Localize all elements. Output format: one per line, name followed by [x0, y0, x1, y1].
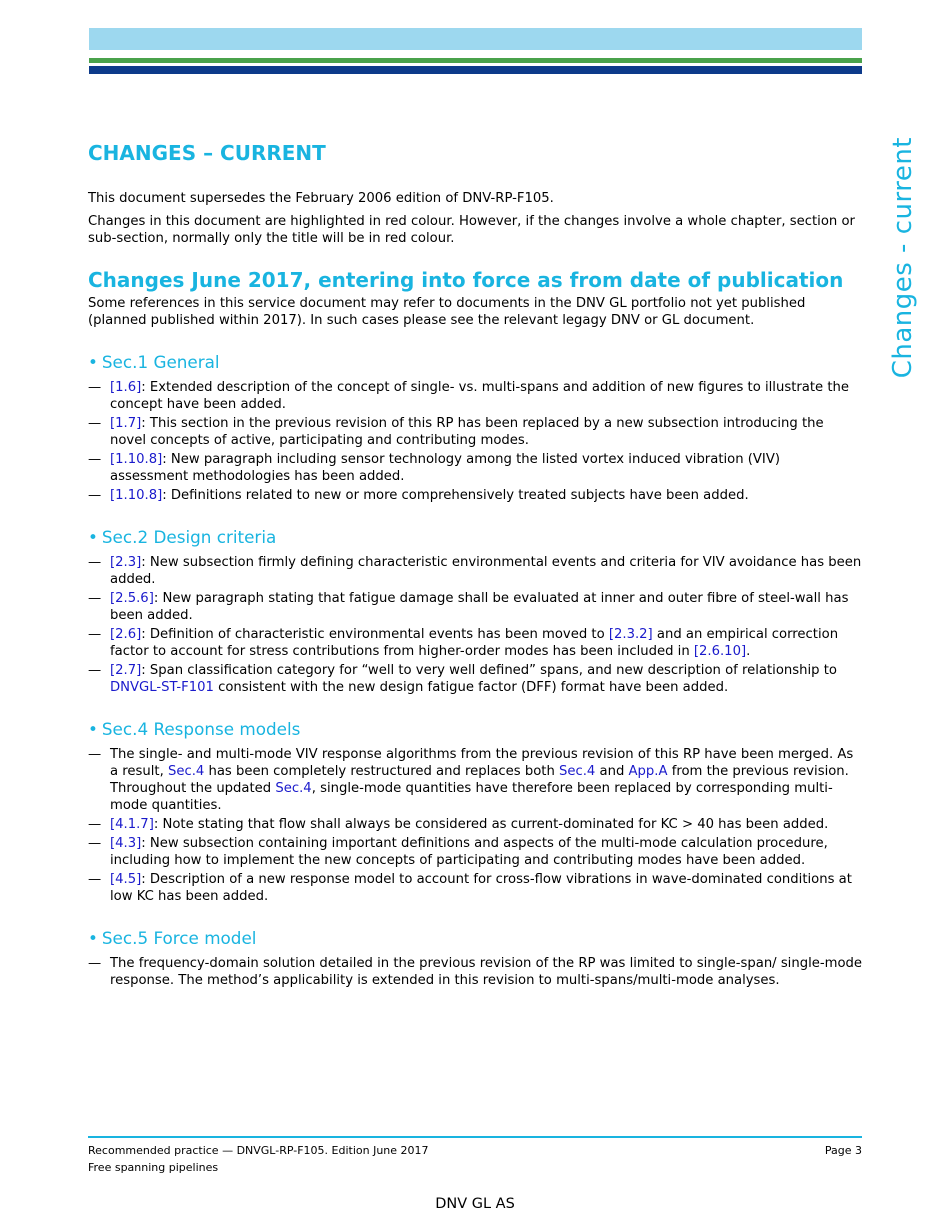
- list-item: [88, 590, 862, 624]
- change-section: [88, 527, 862, 696]
- cross-reference-link[interactable]: [1.10.8]: [110, 452, 163, 467]
- cross-reference-link[interactable]: [4.1.7]: [110, 817, 154, 832]
- section-heading-text: Sec.5 Force model: [101, 928, 257, 948]
- dash-marker: —: [88, 627, 102, 642]
- cross-reference-link[interactable]: DNVGL-ST-F101: [110, 680, 214, 695]
- dash-marker: —: [88, 872, 102, 887]
- section-heading: [88, 719, 862, 740]
- dash-marker: —: [88, 836, 102, 851]
- list-item: [88, 955, 862, 989]
- cross-reference-link[interactable]: [2.7]: [110, 663, 142, 678]
- item-text: The single- and multi-mode VIV response algorithms from the previous revision of this RP have been merged. As a result,: [110, 747, 854, 779]
- item-text: , single-mode quantities have therefore been replaced by corresponding multi-mode quantities.: [110, 781, 833, 813]
- list-item: [88, 746, 862, 814]
- change-section: [88, 928, 862, 989]
- dash-marker: —: [88, 956, 102, 971]
- footer-subtitle: Free spanning pipelines: [88, 1161, 219, 1174]
- list-item: [88, 554, 862, 588]
- cross-reference-link[interactable]: [1.10.8]: [110, 488, 163, 503]
- footer-left: [88, 1142, 429, 1176]
- item-text: : Note stating that flow shall always be considered as current-dominated for KC > 40 has been added.: [153, 817, 829, 832]
- dash-marker: —: [88, 747, 102, 762]
- header-band-green: [89, 58, 862, 63]
- dash-marker: —: [88, 555, 102, 570]
- section-heading: [88, 352, 862, 373]
- page-content: [88, 140, 862, 991]
- footer-page-number: Page 3: [824, 1144, 862, 1157]
- list-item: [88, 487, 862, 504]
- change-list: [88, 955, 862, 989]
- change-section: [88, 352, 862, 504]
- section-heading-text: Sec.4 Response models: [101, 719, 301, 739]
- intro-block: [88, 190, 862, 247]
- cross-reference-link[interactable]: [2.6]: [110, 627, 142, 642]
- changes-intro: Some references in this service document may refer to documents in the DNV GL portfolio not yet published (planned published within 2017). In such cases please see the relevant legagy DNV or GL document.: [88, 296, 806, 328]
- list-item: [88, 816, 862, 833]
- item-text: : Description of a new response model to account for cross-flow vibrations in wave-dominated conditions at low KC has been added.: [110, 872, 852, 904]
- page-title: CHANGES – CURRENT: [88, 141, 326, 165]
- intro-paragraph: Changes in this document are highlighted in red colour. However, if the changes involve a whole chapter, section or sub-section, normally only the title will be in red colour.: [88, 214, 855, 246]
- item-text: has been completely restructured and replaces both: [204, 764, 559, 779]
- list-item: [88, 415, 862, 449]
- item-text: from the previous revision. Throughout the updated: [110, 764, 849, 796]
- side-tab: [886, 137, 920, 379]
- header-band-light: [89, 28, 862, 50]
- list-item: [88, 835, 862, 869]
- dash-marker: —: [88, 663, 102, 678]
- item-text: : New paragraph stating that fatigue damage shall be evaluated at inner and outer fibre of steel-wall has been added.: [110, 591, 849, 623]
- change-sections: [88, 352, 862, 989]
- item-text: : Span classification category for “well to very well defined” spans, and new description of relationship to: [141, 663, 837, 678]
- cross-reference-link[interactable]: [2.6.10]: [693, 644, 747, 659]
- cross-reference-link[interactable]: [4.3]: [110, 836, 142, 851]
- section-heading-text: Sec.1 General: [101, 352, 220, 372]
- cross-reference-link[interactable]: [2.5.6]: [110, 591, 154, 606]
- list-item: [88, 662, 862, 696]
- header-band-navy: [89, 66, 862, 74]
- dash-marker: —: [88, 380, 102, 395]
- dash-marker: —: [88, 452, 102, 467]
- footer-document-title: Recommended practice — DNVGL-RP-F105. Edition June 2017: [88, 1144, 429, 1157]
- dash-marker: —: [88, 488, 102, 503]
- footer-rule: [88, 1136, 862, 1138]
- cross-reference-link[interactable]: App.A: [628, 764, 668, 779]
- section-heading: [88, 527, 862, 548]
- item-text: .: [746, 644, 751, 659]
- item-text: : New subsection containing important definitions and aspects of the multi-mode calculation procedure, including how to implement the new concepts of participating and contributing modes have been added.: [110, 836, 828, 868]
- item-text: The frequency-domain solution detailed in the previous revision of the RP was limited to single-span/ single-mode response. The method’s applicability is extended in this revision to multi-spans/multi-mode analyses.: [110, 956, 863, 988]
- item-text: and: [595, 764, 629, 779]
- list-item: [88, 451, 862, 485]
- item-text: : New subsection firmly defining characteristic environmental events and criteria for VIV avoidance has been added.: [110, 555, 862, 587]
- change-section: [88, 719, 862, 905]
- item-text: consistent with the new design fatigue factor (DFF) format have been added.: [213, 680, 729, 695]
- section-heading-text: Sec.2 Design criteria: [101, 527, 277, 547]
- list-item: [88, 626, 862, 660]
- item-text: : This section in the previous revision of this RP has been replaced by a new subsection introducing the novel concepts of active, participating and contributing modes.: [110, 416, 824, 448]
- side-tab-label: Changes - current: [888, 137, 918, 379]
- item-text: : New paragraph including sensor technology among the listed vortex induced vibration (VIV) assessment methodologies has been added.: [110, 452, 780, 484]
- cross-reference-link[interactable]: Sec.4: [167, 764, 205, 779]
- bullet-icon: •: [88, 928, 98, 948]
- bullet-icon: •: [88, 719, 98, 739]
- changes-heading: Changes June 2017, entering into force as from date of publication: [88, 268, 844, 292]
- change-list: [88, 746, 862, 905]
- item-text: : Definition of characteristic environmental events has been moved to: [141, 627, 609, 642]
- dash-marker: —: [88, 591, 102, 606]
- item-text: : Extended description of the concept of single- vs. multi-spans and addition of new figures to illustrate the concept have been added.: [110, 380, 849, 412]
- cross-reference-link[interactable]: [2.3.2]: [608, 627, 653, 642]
- item-text: and an empirical correction factor to account for stress contributions from higher-order modes has been included in: [110, 627, 839, 659]
- cross-reference-link[interactable]: Sec.4: [559, 764, 596, 779]
- intro-paragraph: This document supersedes the February 2006 edition of DNV-RP-F105.: [88, 191, 554, 206]
- cross-reference-link[interactable]: [1.6]: [110, 380, 142, 395]
- cross-reference-link[interactable]: [2.3]: [110, 555, 142, 570]
- section-heading: [88, 928, 862, 949]
- change-list: [88, 379, 862, 504]
- bullet-icon: •: [88, 352, 98, 372]
- bullet-icon: •: [88, 527, 98, 547]
- company-name: DNV GL AS: [435, 1196, 515, 1212]
- list-item: [88, 379, 862, 413]
- change-list: [88, 554, 862, 696]
- dash-marker: —: [88, 416, 102, 431]
- cross-reference-link[interactable]: [4.5]: [110, 872, 142, 887]
- cross-reference-link[interactable]: Sec.4: [275, 781, 312, 796]
- dash-marker: —: [88, 817, 102, 832]
- list-item: [88, 871, 862, 905]
- cross-reference-link[interactable]: [1.7]: [110, 416, 142, 431]
- item-text: : Definitions related to new or more comprehensively treated subjects have been added.: [162, 488, 749, 503]
